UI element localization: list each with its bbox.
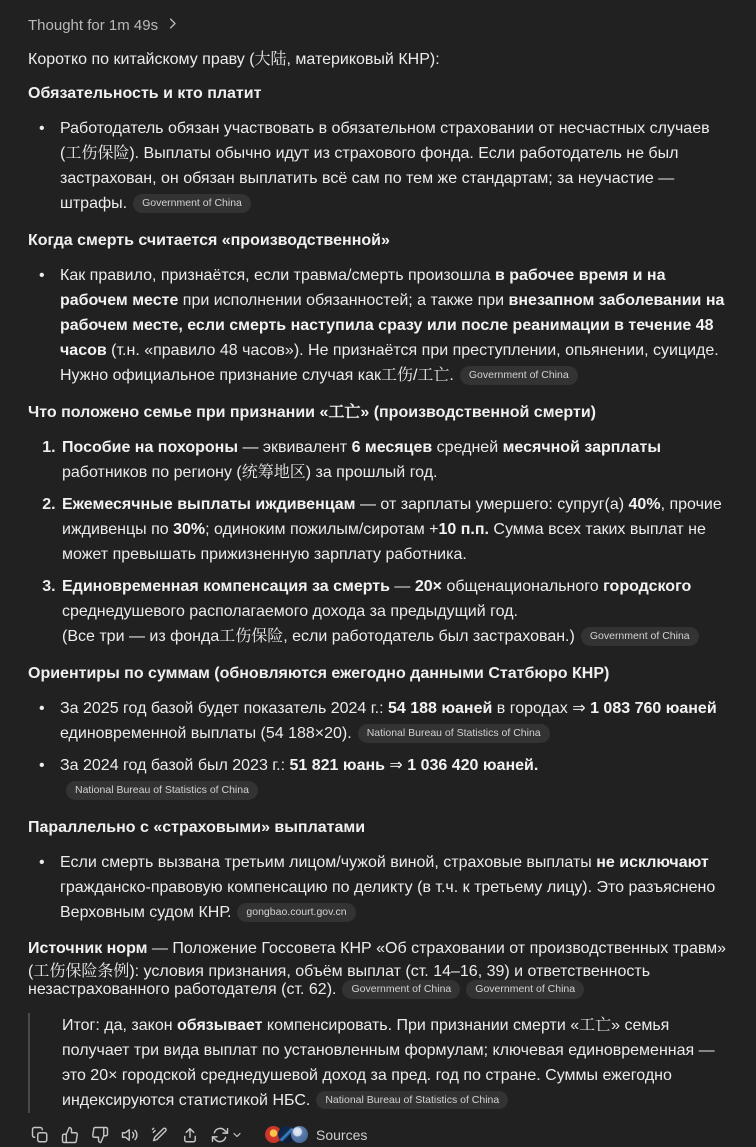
text-segment: Итог: да, закон — [62, 1016, 177, 1034]
retry-group — [210, 1125, 243, 1144]
message-actions-toolbar — [30, 1123, 728, 1147]
text-segment: — от зарплаты умершего: супруг(а) — [355, 496, 629, 513]
bold-text: 1 083 760 юаней — [590, 700, 717, 717]
list-item — [60, 696, 728, 746]
thought-duration-toggle[interactable] — [28, 15, 728, 36]
citation-badge[interactable]: Government of China — [581, 627, 699, 646]
bold-text: внезапном заболевании на рабочем месте, если смерть наступила сразу или после реанимации в течение 48 часов — [60, 292, 725, 359]
bold-text: 6 месяцев — [351, 439, 433, 456]
text-segment: в городах ⇒ — [492, 700, 591, 717]
obligation-list — [28, 116, 728, 216]
text-segment: гражданско-правовую компенсацию по деликту (в т.ч. к третьему лицу). Это разъяснено Верховным судом КНР. — [60, 879, 716, 921]
bold-text: городского — [603, 578, 692, 595]
bold-text: Источник норм — [28, 940, 148, 957]
text-segment: работников по региону (统筹地区) за прошлый год. — [62, 464, 438, 481]
text-segment: Сумма всех таких выплат не может превышать прижизненную зарплату работника. — [62, 521, 706, 563]
thought-duration-label: Thought for 1m 49s — [28, 17, 159, 34]
text-segment: За 2024 год базой был 2023 г.: — [60, 757, 290, 774]
bold-text: 30% — [173, 521, 206, 538]
text-segment: среднедушевого располагаемого дохода за предыдущий год. — [62, 603, 518, 620]
citation-badge[interactable]: National Bureau of Statistics of China — [66, 781, 258, 800]
text-segment: при исполнении обязанностей; а также при — [178, 292, 509, 309]
list-item — [60, 850, 728, 925]
list-item — [60, 753, 728, 803]
citation-badge[interactable]: National Bureau of Statistics of China — [316, 1091, 508, 1110]
text-segment: — Положение Госсовета КНР «Об страховании от производственных травм» (工伤保险条例): условия признания, объём выплат (ст. 14–16, 39) и ответственность незастрахованного работодателя (ст. 62). — [28, 940, 727, 998]
text-segment: общенационального — [442, 578, 604, 595]
chevron-right-icon — [165, 16, 180, 35]
text-segment: , прочие иждивенцы по — [62, 496, 722, 538]
bold-text: Единовременная компенсация за смерть — [62, 578, 390, 595]
text-segment: компенсировать. При признании смерти «工亡» семья получает три вида выплат по установленным формулам; ключевая единовременная — это 20× городской среднедушевой доход за пред. год по стране. Суммы ежегодно индексируются статистикой НБС. — [62, 1016, 715, 1109]
text-segment: средней — [432, 439, 503, 456]
list-item — [60, 116, 728, 216]
text-segment: Работодатель обязан участвовать в обязательном страховании от несчастных случаев (工伤保险). Выплаты обычно идут из страхового фонда. Если работодатель не был застрахован, он обязан выплатить всё сам по тем же стандартам; за неучастие — штрафы. — [60, 120, 710, 212]
text-segment: Как правило, признаётся, если травма/смерть произошла — [60, 267, 495, 284]
citation-badge[interactable]: Government of China — [466, 980, 584, 999]
text-segment: (Все три — из фонда工伤保险, если работодатель был застрахован.) — [62, 628, 575, 645]
citation-badge[interactable]: gongbao.court.gov.cn — [237, 903, 355, 922]
bold-text: обязывает — [177, 1016, 263, 1034]
bold-text: Ежемесячные выплаты иждивенцам — [62, 496, 356, 513]
citation-badge[interactable]: Government of China — [460, 366, 578, 385]
share-button[interactable] — [180, 1125, 199, 1144]
text-segment: За 2025 год базой будет показатель 2024 г.: — [60, 700, 388, 717]
text-segment: ⇒ — [384, 757, 408, 774]
text-segment: единовременной выплаты (54 188×20). — [60, 725, 352, 742]
source-favicons — [265, 1126, 308, 1143]
chevron-down-icon — [231, 1129, 243, 1141]
bold-text: 40% — [628, 496, 661, 513]
entitlements-list — [28, 435, 728, 649]
source-paragraph — [28, 940, 728, 1001]
edit-icon — [151, 1126, 169, 1144]
retry-button[interactable] — [210, 1125, 229, 1144]
summary-blockquote — [28, 1013, 728, 1113]
citation-badge[interactable]: Government of China — [342, 980, 460, 999]
section-heading-when-counts: Когда смерть считается «производственной» — [28, 232, 390, 249]
retry-options-button[interactable] — [230, 1125, 243, 1144]
bold-text: 1 036 420 юаней. — [407, 757, 539, 774]
list-item — [60, 263, 728, 388]
thumbs-up-icon — [61, 1126, 79, 1144]
section-heading-obligation: Обязательность и кто платит — [28, 85, 262, 102]
sources-label: Sources — [316, 1126, 368, 1143]
bold-text: месячной зарплаты — [502, 439, 661, 456]
text-segment: Если смерть вызвана третьим лицом/чужой виной, страховые выплаты — [60, 854, 597, 871]
retry-icon — [211, 1126, 229, 1144]
copy-button[interactable] — [30, 1125, 49, 1144]
read-aloud-icon — [121, 1126, 139, 1144]
read-aloud-button[interactable] — [120, 1125, 139, 1144]
section-heading-parallel: Параллельно с «страховыми» выплатами — [28, 819, 366, 836]
thumbs-down-icon — [91, 1126, 109, 1144]
bold-text: в рабочее время и на рабочем месте — [60, 267, 666, 309]
benchmarks-list — [28, 696, 728, 803]
list-item — [60, 574, 728, 649]
bold-text: Пособие на похороны — [62, 439, 238, 456]
bold-text: 10 п.п. — [438, 521, 489, 538]
sources-button[interactable] — [265, 1126, 367, 1143]
text-segment: — — [389, 578, 415, 595]
thumbs-down-button[interactable] — [90, 1125, 109, 1144]
list-item — [60, 435, 728, 485]
text-segment: (т.н. «правило 48 часов»). Не признаётся при преступлении, опьянении, суициде. Нужно официальное признание случая как工伤/工亡. — [60, 342, 719, 384]
section-heading-entitlements: Что положено семье при признании «工亡» (производственной смерти) — [28, 404, 596, 421]
edit-button[interactable] — [150, 1125, 169, 1144]
share-icon — [181, 1126, 199, 1144]
bold-text: 20× — [414, 578, 442, 595]
text-segment: ; одиноким пожилым/сиротам + — [205, 521, 439, 538]
list-item — [60, 492, 728, 567]
section-heading-benchmarks: Ориентиры по суммам (обновляются ежегодно данными Статбюро КНР) — [28, 665, 610, 682]
bold-text: не исключают — [596, 854, 709, 871]
bold-text: 51 821 юань — [289, 757, 385, 774]
parallel-list — [28, 850, 728, 925]
copy-icon — [31, 1126, 49, 1144]
text-segment: — эквивалент — [238, 439, 352, 456]
when-counts-list — [28, 263, 728, 388]
citation-badge[interactable]: National Bureau of Statistics of China — [358, 724, 550, 743]
stats-gov-cn-favicon — [291, 1126, 308, 1143]
bold-text: 54 188 юаней — [387, 700, 493, 717]
thumbs-up-button[interactable] — [60, 1125, 79, 1144]
intro-paragraph: Коротко по китайскому праву (大陆, материковый КНР): — [28, 51, 440, 68]
citation-badge[interactable]: Government of China — [133, 194, 251, 213]
